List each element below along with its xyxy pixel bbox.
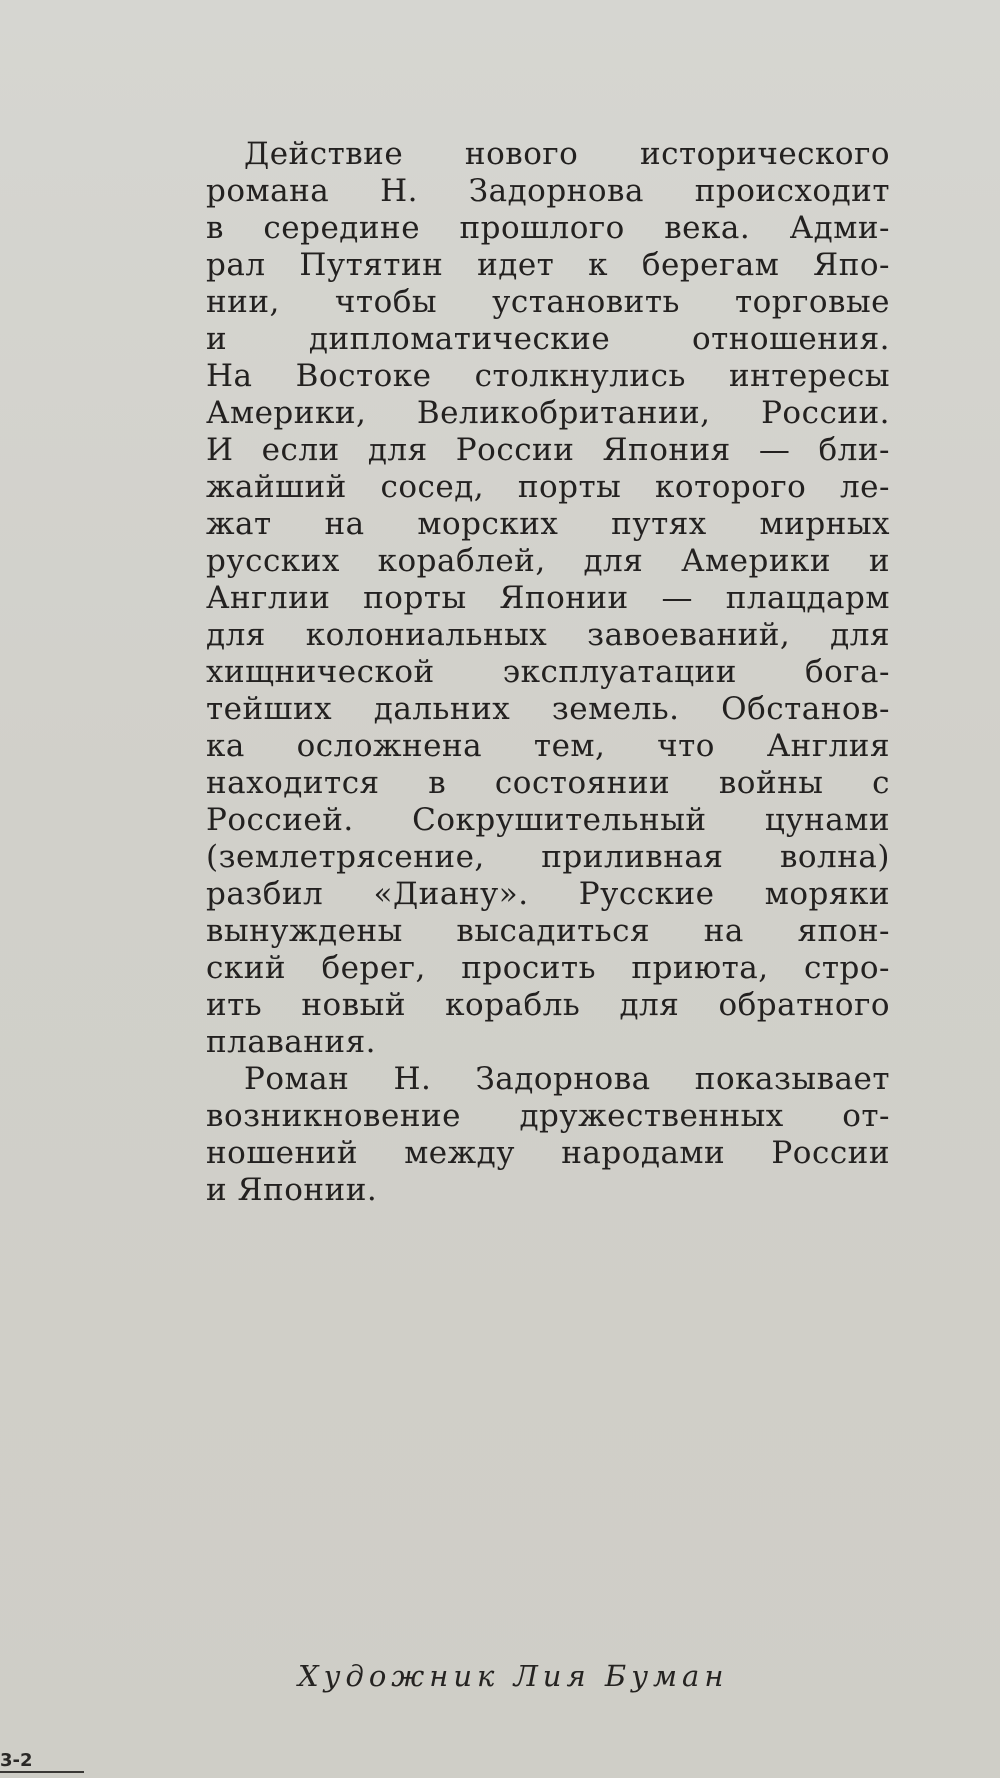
text-line: тейших дальних земель. Обстанов- — [206, 691, 890, 727]
text-line: в середине прошлого века. Адми- — [206, 210, 890, 246]
text-line: хищнической эксплуатации бога- — [206, 654, 890, 690]
text-line: (землетрясение, приливная волна) — [206, 839, 890, 875]
text-line: жайший сосед, порты которого ле- — [206, 469, 890, 505]
text-line: жат на морских путях мирных — [206, 506, 890, 542]
text-line: и Японии. — [206, 1172, 378, 1208]
text-line: плавания. — [206, 1024, 377, 1060]
annotation-text — [206, 136, 890, 1209]
text-line: Англии порты Японии — плацдарм — [206, 580, 890, 616]
illustrator-credit: Художник Лия Буман — [298, 1659, 729, 1693]
print-code-rule — [0, 1771, 84, 1773]
text-line: нии, чтобы установить торговые — [206, 284, 890, 320]
text-line: рал Путятин идет к берегам Япо- — [206, 247, 890, 283]
text-line: романа Н. Задорнова происходит — [206, 173, 890, 209]
text-line: На Востоке столкнулись интересы — [206, 358, 890, 394]
text-line: возникновение дружественных от- — [206, 1098, 890, 1134]
text-line: русских кораблей, для Америки и — [206, 543, 890, 579]
text-line: ка осложнена тем, что Англия — [206, 728, 890, 764]
text-line: для колониальных завоеваний, для — [206, 617, 890, 653]
paragraph-1 — [206, 136, 890, 1061]
text-line: разбил «Диану». Русские моряки — [206, 876, 890, 912]
text-line: Америки, Великобритании, России. — [206, 395, 890, 431]
text-line: ить новый корабль для обратного — [206, 987, 890, 1023]
text-line: Действие нового исторического — [244, 136, 890, 172]
text-line: И если для России Япония — бли- — [206, 432, 890, 468]
text-line: вынуждены высадиться на япон- — [206, 913, 890, 949]
paragraph-2 — [206, 1061, 890, 1209]
text-line: Роман Н. Задорнова показывает — [244, 1061, 890, 1097]
text-line: находится в состоянии войны с — [206, 765, 890, 801]
text-line: ношений между народами России — [206, 1135, 890, 1171]
print-code: 3-2 — [0, 1750, 33, 1771]
text-line: ский берег, просить приюта, стро- — [206, 950, 890, 986]
text-line: и дипломатические отношения. — [206, 321, 890, 357]
text-line: Россией. Сокрушительный цунами — [206, 802, 890, 838]
